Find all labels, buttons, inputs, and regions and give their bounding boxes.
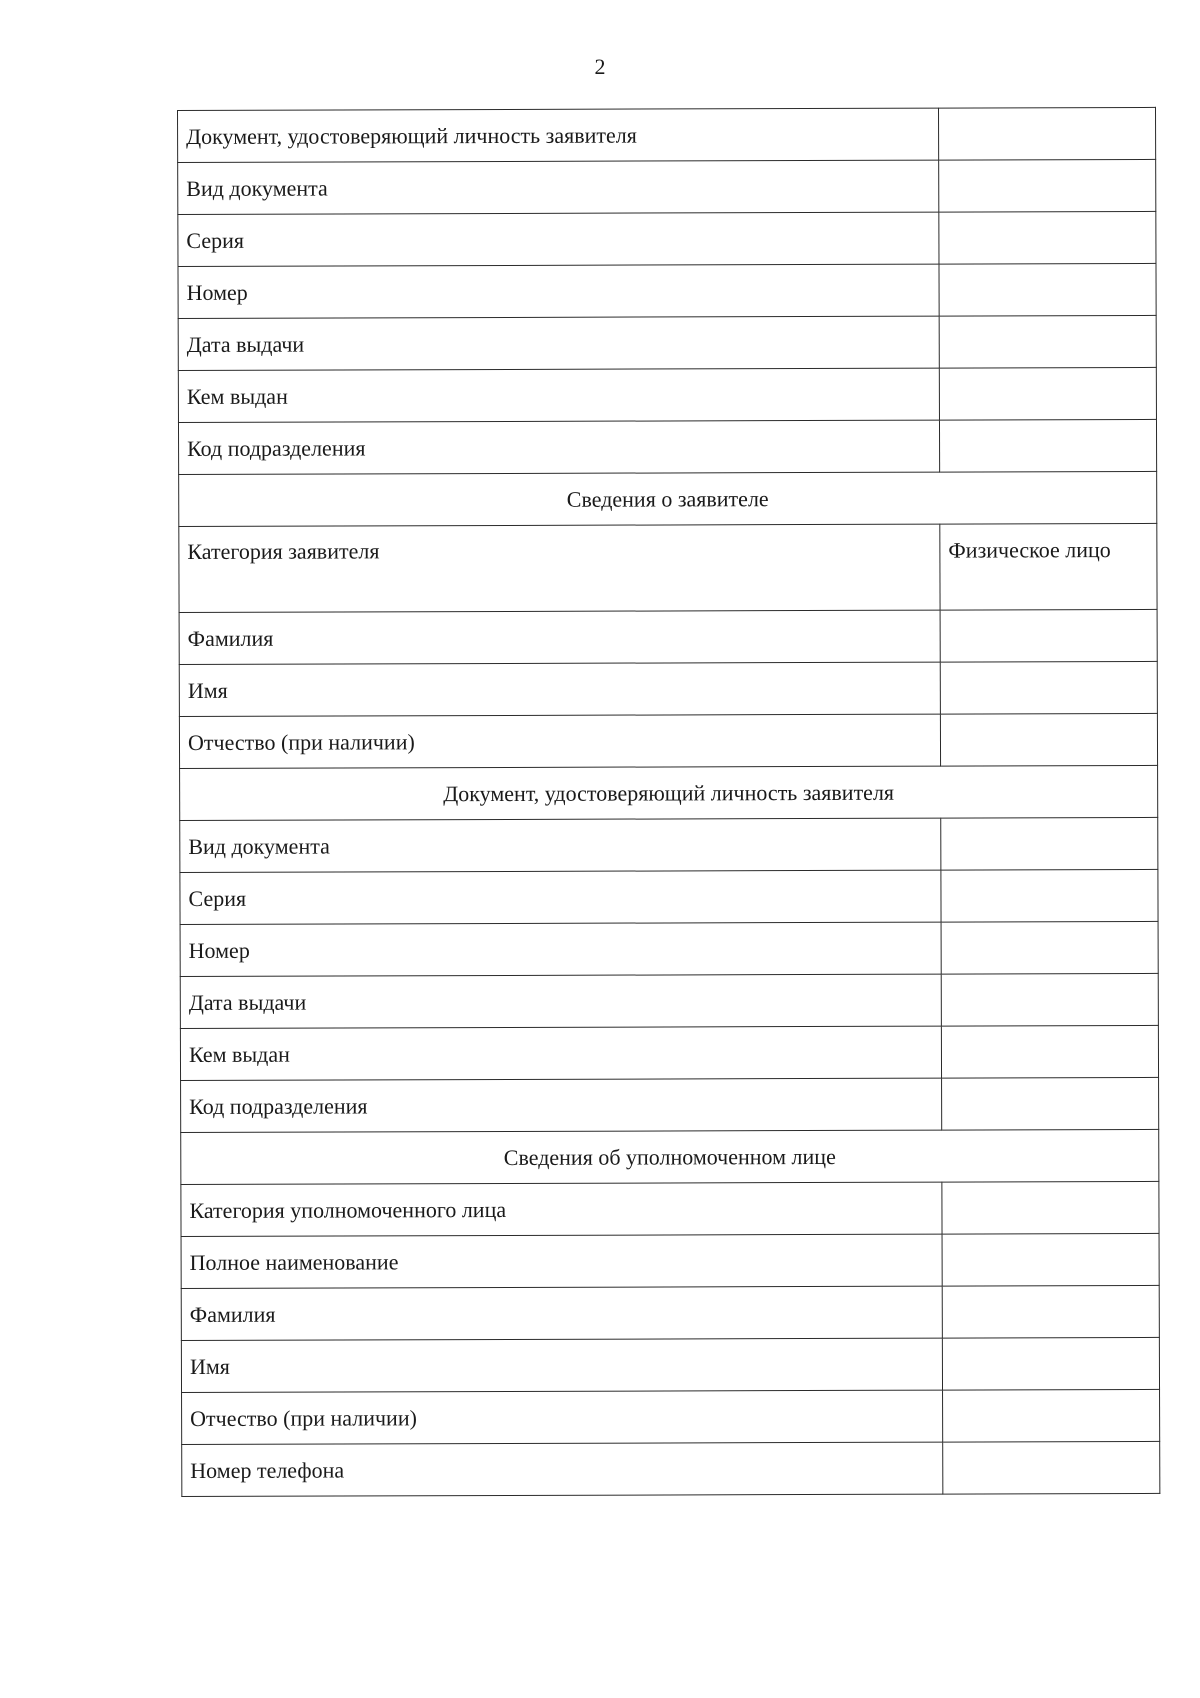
field-label: Номер телефона [182, 1442, 943, 1496]
field-label: Вид документа [180, 818, 941, 872]
field-value[interactable] [941, 869, 1158, 922]
field-value[interactable] [941, 1025, 1158, 1078]
section-header-row [179, 471, 1157, 526]
field-value[interactable] [943, 1389, 1160, 1442]
field-label: Кем выдан [180, 1026, 941, 1080]
field-label: Категория уполномоченного лица [181, 1182, 942, 1236]
field-value[interactable]: Физическое лицо [940, 523, 1157, 610]
section-heading: Сведения о заявителе [179, 471, 1157, 526]
table-row [182, 1441, 1160, 1496]
field-value[interactable] [939, 263, 1156, 316]
field-label: Фамилия [179, 610, 940, 664]
table-row [180, 817, 1158, 872]
field-label: Документ, удостоверяющий личность заявителя [178, 108, 939, 162]
table-row [178, 159, 1156, 214]
table-row [180, 973, 1158, 1028]
table-row [181, 1181, 1159, 1236]
field-label: Дата выдачи [180, 974, 941, 1028]
field-label: Категория заявителя [179, 524, 940, 612]
field-value[interactable] [939, 419, 1156, 472]
section-heading: Сведения об уполномоченном лице [181, 1129, 1159, 1184]
table-row [180, 869, 1158, 924]
field-value[interactable] [942, 1285, 1159, 1338]
field-value[interactable] [942, 1077, 1159, 1130]
field-label: Фамилия [181, 1286, 942, 1340]
table-row [181, 1077, 1159, 1132]
field-label: Код подразделения [178, 420, 939, 474]
table-row [182, 1389, 1160, 1444]
table-row [178, 419, 1156, 474]
field-value[interactable] [940, 609, 1157, 662]
field-label: Номер [180, 922, 941, 976]
table-row [180, 921, 1158, 976]
field-label: Дата выдачи [178, 316, 939, 370]
section-header-row [180, 765, 1158, 820]
field-label: Имя [181, 1338, 942, 1392]
field-value[interactable] [939, 315, 1156, 368]
page-number: 2 [594, 54, 606, 79]
field-label: Полное наименование [181, 1234, 942, 1288]
table-row [178, 211, 1156, 266]
field-value[interactable] [942, 1337, 1159, 1390]
table-row [178, 263, 1156, 318]
field-label: Кем выдан [178, 368, 939, 422]
section-header-row [181, 1129, 1159, 1184]
field-label: Серия [180, 870, 941, 924]
field-value[interactable] [939, 367, 1156, 420]
field-value[interactable] [943, 1441, 1160, 1494]
table-row [181, 1285, 1159, 1340]
field-value[interactable] [940, 713, 1157, 766]
field-value[interactable] [941, 973, 1158, 1026]
table-row [179, 713, 1157, 768]
field-label: Отчество (при наличии) [182, 1390, 943, 1444]
table-row [181, 1337, 1159, 1392]
field-value[interactable] [938, 107, 1155, 160]
field-value[interactable] [941, 921, 1158, 974]
field-label: Код подразделения [181, 1078, 942, 1132]
table-row [179, 523, 1157, 612]
field-label: Вид документа [178, 160, 939, 214]
table-row [179, 661, 1157, 716]
table-row [178, 367, 1156, 422]
table-row [178, 107, 1156, 162]
field-value[interactable] [939, 211, 1156, 264]
table-row [178, 315, 1156, 370]
field-label: Серия [178, 212, 939, 266]
table-row [181, 1233, 1159, 1288]
field-value[interactable] [942, 1233, 1159, 1286]
field-value[interactable] [939, 159, 1156, 212]
field-label: Отчество (при наличии) [179, 714, 940, 768]
field-label: Номер [178, 264, 939, 318]
table-row [179, 609, 1157, 664]
section-heading: Документ, удостоверяющий личность заявителя [180, 765, 1158, 820]
field-value[interactable] [942, 1181, 1159, 1234]
table-row [180, 1025, 1158, 1080]
field-label: Имя [179, 662, 940, 716]
field-value[interactable] [940, 661, 1157, 714]
field-value[interactable] [941, 817, 1158, 870]
form-table [177, 107, 1160, 1497]
